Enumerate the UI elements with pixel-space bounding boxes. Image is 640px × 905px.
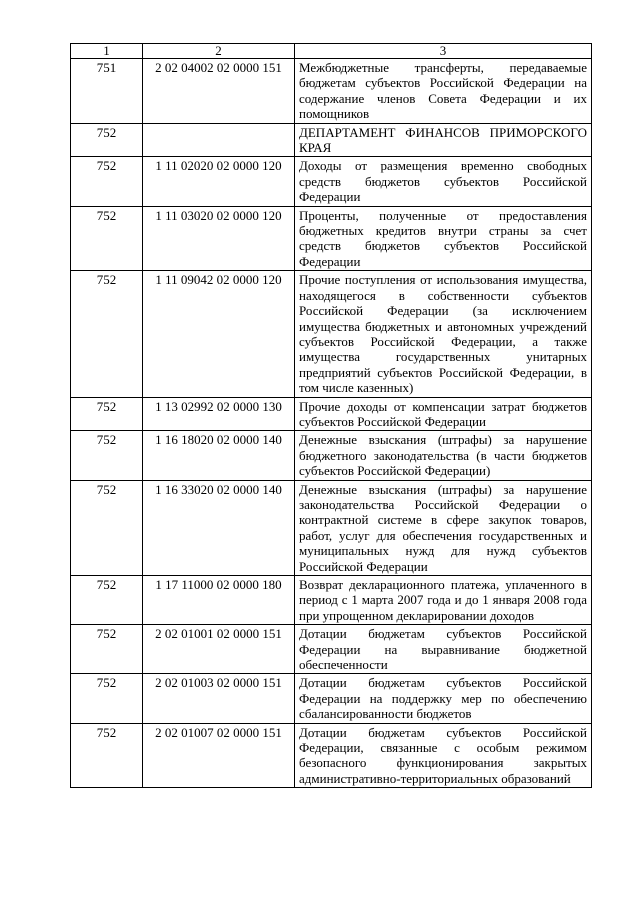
admin-code-cell: 752 bbox=[71, 123, 143, 157]
revenue-name-cell: Межбюджетные трансферты, передаваемые бюджетам субъектов Российской Федерации на содержание членов Совета Федерации и их помощников bbox=[295, 59, 592, 124]
column-number-3: 3 bbox=[295, 44, 592, 59]
revenue-name-cell: Прочие поступления от использования имущества, находящегося в собственности субъектов Российской Федерации (за исключением имущества бюджетных и автономных учреждений субъектов Российской Федерации, а также имущества государственных унитарных предприятий субъектов Российской Федерации, в том числе казенных) bbox=[295, 271, 592, 397]
revenue-code-cell: 1 16 33020 02 0000 140 bbox=[143, 480, 295, 575]
admin-code-cell: 751 bbox=[71, 59, 143, 124]
table-row bbox=[71, 271, 592, 397]
revenue-name-cell: Дотации бюджетам субъектов Российской Федерации на поддержку мер по обеспечению сбалансированности бюджетов bbox=[295, 674, 592, 723]
revenue-name-cell: Проценты, полученные от предоставления бюджетных кредитов внутри страны за счет средств бюджетов субъектов Российской Федерации bbox=[295, 206, 592, 271]
revenue-code-cell: 2 02 01001 02 0000 151 bbox=[143, 625, 295, 674]
admin-code-cell: 752 bbox=[71, 271, 143, 397]
admin-code-cell: 752 bbox=[71, 674, 143, 723]
admin-code-cell: 752 bbox=[71, 206, 143, 271]
column-number-2: 2 bbox=[143, 44, 295, 59]
admin-code-cell: 752 bbox=[71, 157, 143, 206]
table-row bbox=[71, 576, 592, 625]
table-row bbox=[71, 723, 592, 788]
column-number-1: 1 bbox=[71, 44, 143, 59]
table-row bbox=[71, 157, 592, 206]
revenue-code-cell: 1 11 03020 02 0000 120 bbox=[143, 206, 295, 271]
revenue-code-cell: 1 17 11000 02 0000 180 bbox=[143, 576, 295, 625]
revenue-code-cell: 2 02 01007 02 0000 151 bbox=[143, 723, 295, 788]
table-row bbox=[71, 397, 592, 431]
admin-code-cell: 752 bbox=[71, 431, 143, 480]
revenue-code-cell: 1 16 18020 02 0000 140 bbox=[143, 431, 295, 480]
table-row bbox=[71, 123, 592, 157]
revenue-name-cell: Денежные взыскания (штрафы) за нарушение бюджетного законодательства (в части бюджетов субъектов Российской Федерации) bbox=[295, 431, 592, 480]
revenue-name-cell: Доходы от размещения временно свободных средств бюджетов субъектов Российской Федерации bbox=[295, 157, 592, 206]
revenue-name-cell: Дотации бюджетам субъектов Российской Федерации, связанные с особым режимом безопасного функционирования закрытых административно-территориальных образований bbox=[295, 723, 592, 788]
admin-code-cell: 752 bbox=[71, 397, 143, 431]
table-row bbox=[71, 674, 592, 723]
revenue-code-cell: 1 11 02020 02 0000 120 bbox=[143, 157, 295, 206]
revenue-code-cell: 1 13 02992 02 0000 130 bbox=[143, 397, 295, 431]
table-row bbox=[71, 431, 592, 480]
admin-code-cell: 752 bbox=[71, 723, 143, 788]
revenue-name-cell: Дотации бюджетам субъектов Российской Федерации на выравнивание бюджетной обеспеченности bbox=[295, 625, 592, 674]
table-row bbox=[71, 480, 592, 575]
revenue-name-cell: Возврат декларационного платежа, уплаченного в период с 1 марта 2007 года и до 1 января 2008 года при упрощенном декларировании доходов bbox=[295, 576, 592, 625]
revenue-codes-table bbox=[70, 43, 592, 788]
table-row bbox=[71, 625, 592, 674]
admin-code-cell: 752 bbox=[71, 480, 143, 575]
revenue-code-cell: 1 11 09042 02 0000 120 bbox=[143, 271, 295, 397]
revenue-code-cell bbox=[143, 123, 295, 157]
admin-code-cell: 752 bbox=[71, 625, 143, 674]
table-row bbox=[71, 59, 592, 124]
admin-code-cell: 752 bbox=[71, 576, 143, 625]
revenue-name-cell: Денежные взыскания (штрафы) за нарушение законодательства Российской Федерации о контрактной системе в сфере закупок товаров, работ, услуг для обеспечения государственных и муниципальных нужд для нужд субъектов Российской Федерации bbox=[295, 480, 592, 575]
revenue-code-cell: 2 02 04002 02 0000 151 bbox=[143, 59, 295, 124]
revenue-name-cell: Прочие доходы от компенсации затрат бюджетов субъектов Российской Федерации bbox=[295, 397, 592, 431]
department-name-cell: ДЕПАРТАМЕНТ ФИНАНСОВ ПРИМОРСКОГО КРАЯ bbox=[295, 123, 592, 157]
table-header-row bbox=[71, 44, 592, 59]
table-row bbox=[71, 206, 592, 271]
revenue-code-cell: 2 02 01003 02 0000 151 bbox=[143, 674, 295, 723]
